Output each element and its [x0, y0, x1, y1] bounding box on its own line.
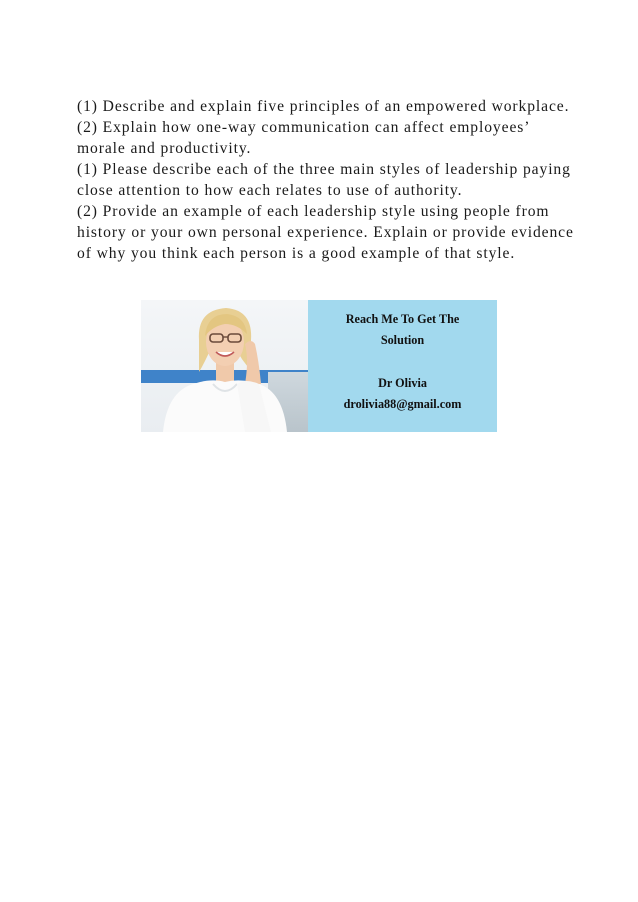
headline-line2: Solution [380, 333, 425, 347]
contact-banner [141, 300, 497, 432]
woman-photo [141, 300, 308, 432]
contact-panel [308, 300, 497, 432]
question-paragraph: (1) Describe and explain five principles of an empowered workplace. [77, 98, 570, 115]
question-paragraph: (1) Please describe each of the three main styles of leadership paying close attention to how each relates to use of authority. [77, 161, 571, 199]
headline-line1: Reach Me To Get The [345, 312, 460, 326]
question-text [77, 96, 577, 264]
contact-email: drolivia88@gmail.com [343, 397, 462, 411]
question-paragraph: (2) Explain how one-way communication can affect employees’ morale and productivity. [77, 119, 530, 157]
question-paragraph: (2) Provide an example of each leadership style using people from history or your own personal experience. Explain or provide evidence of why you think each person is a good example of that style. [77, 203, 574, 262]
contact-name: Dr Olivia [378, 376, 427, 390]
